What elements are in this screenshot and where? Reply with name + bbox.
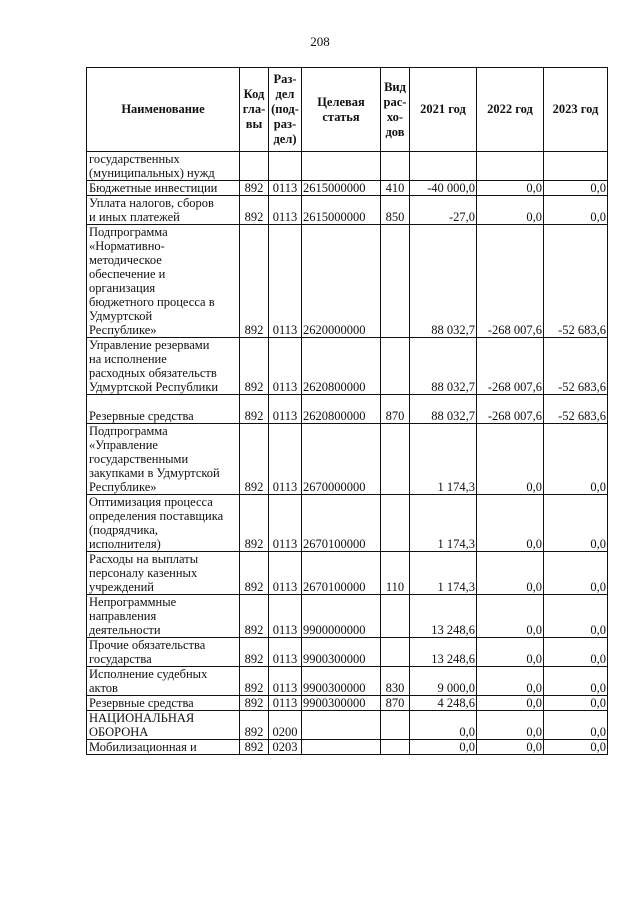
ministry-code: 892 (240, 424, 269, 495)
amount-2022 (477, 152, 544, 181)
amount-2021: 0,0 (410, 740, 477, 755)
ministry-code: 892 (240, 595, 269, 638)
amount-2021: -40 000,0 (410, 181, 477, 196)
header-year-2022: 2022 год (477, 68, 544, 152)
table-row (87, 181, 608, 196)
table-row (87, 552, 608, 595)
amount-2021: 88 032,7 (410, 225, 477, 338)
row-name: Подпрограмма «Управление государственными закупками в Удмуртской Республике» (87, 424, 240, 495)
section-code: 0200 (269, 711, 302, 740)
ministry-code: 892 (240, 638, 269, 667)
header-target-article: Целевая статья (302, 68, 381, 152)
row-name: государственных (муниципальных) нужд (87, 152, 240, 181)
expense-type: 870 (381, 395, 410, 424)
expense-type (381, 338, 410, 395)
row-name: Бюджетные инвестиции (87, 181, 240, 196)
amount-2023 (544, 152, 608, 181)
target-article: 2670000000 (302, 424, 381, 495)
target-article: 9900000000 (302, 595, 381, 638)
amount-2023: 0,0 (544, 595, 608, 638)
row-name: Резервные средства (87, 395, 240, 424)
amount-2023: 0,0 (544, 740, 608, 755)
section-code: 0113 (269, 196, 302, 225)
ministry-code (240, 152, 269, 181)
header-ministry-code: Код гла- вы (240, 68, 269, 152)
ministry-code: 892 (240, 338, 269, 395)
amount-2021 (410, 152, 477, 181)
expense-type (381, 152, 410, 181)
expense-type (381, 424, 410, 495)
amount-2023: 0,0 (544, 196, 608, 225)
amount-2022: 0,0 (477, 181, 544, 196)
amount-2023: 0,0 (544, 495, 608, 552)
section-code: 0203 (269, 740, 302, 755)
expense-type (381, 711, 410, 740)
target-article: 2620000000 (302, 225, 381, 338)
row-name: Расходы на выплаты персоналу казенных учреждений (87, 552, 240, 595)
target-article: 9900300000 (302, 638, 381, 667)
amount-2022: 0,0 (477, 638, 544, 667)
expense-type (381, 595, 410, 638)
amount-2023: 0,0 (544, 638, 608, 667)
table-row (87, 225, 608, 338)
table-body (87, 152, 608, 755)
header-name: Наименование (87, 68, 240, 152)
amount-2021: 13 248,6 (410, 638, 477, 667)
table-row (87, 595, 608, 638)
amount-2021: 4 248,6 (410, 696, 477, 711)
amount-2023: 0,0 (544, 667, 608, 696)
amount-2021: -27,0 (410, 196, 477, 225)
ministry-code: 892 (240, 181, 269, 196)
row-name: Резервные средства (87, 696, 240, 711)
section-code: 0113 (269, 424, 302, 495)
row-name: Прочие обязательства государства (87, 638, 240, 667)
ministry-code: 892 (240, 552, 269, 595)
expense-type: 410 (381, 181, 410, 196)
ministry-code: 892 (240, 667, 269, 696)
target-article: 2670100000 (302, 552, 381, 595)
section-code (269, 152, 302, 181)
table-row (87, 424, 608, 495)
header-row (87, 68, 608, 152)
section-code: 0113 (269, 638, 302, 667)
amount-2022: 0,0 (477, 595, 544, 638)
row-name: Исполнение судебных актов (87, 667, 240, 696)
expense-type: 850 (381, 196, 410, 225)
ministry-code: 892 (240, 395, 269, 424)
ministry-code: 892 (240, 196, 269, 225)
amount-2023: 0,0 (544, 181, 608, 196)
target-article: 2620800000 (302, 395, 381, 424)
section-code: 0113 (269, 181, 302, 196)
amount-2023: 0,0 (544, 424, 608, 495)
table-row (87, 638, 608, 667)
table-row (87, 395, 608, 424)
target-article (302, 152, 381, 181)
ministry-code: 892 (240, 495, 269, 552)
amount-2022: 0,0 (477, 711, 544, 740)
amount-2022: 0,0 (477, 552, 544, 595)
amount-2021: 1 174,3 (410, 552, 477, 595)
amount-2022: -268 007,6 (477, 338, 544, 395)
section-code: 0113 (269, 225, 302, 338)
amount-2021: 1 174,3 (410, 495, 477, 552)
row-name: Управление резервами на исполнение расходных обязательств Удмуртской Республики (87, 338, 240, 395)
page-number: 208 (310, 34, 330, 49)
target-article: 2615000000 (302, 196, 381, 225)
table-row (87, 152, 608, 181)
expense-type: 870 (381, 696, 410, 711)
amount-2021: 0,0 (410, 711, 477, 740)
expense-type (381, 225, 410, 338)
amount-2021: 9 000,0 (410, 667, 477, 696)
header-year-2023: 2023 год (544, 68, 608, 152)
amount-2021: 88 032,7 (410, 338, 477, 395)
expense-type (381, 740, 410, 755)
target-article: 2670100000 (302, 495, 381, 552)
row-name: Оптимизация процесса определения поставщика (подрядчика, исполнителя) (87, 495, 240, 552)
target-article: 9900300000 (302, 667, 381, 696)
table-row (87, 196, 608, 225)
section-code: 0113 (269, 338, 302, 395)
section-code: 0113 (269, 395, 302, 424)
ministry-code: 892 (240, 711, 269, 740)
row-name: Мобилизационная и (87, 740, 240, 755)
amount-2021: 13 248,6 (410, 595, 477, 638)
amount-2021: 88 032,7 (410, 395, 477, 424)
expense-type: 110 (381, 552, 410, 595)
table-row (87, 711, 608, 740)
expense-type (381, 638, 410, 667)
ministry-code: 892 (240, 225, 269, 338)
amount-2022: 0,0 (477, 696, 544, 711)
amount-2023: 0,0 (544, 552, 608, 595)
ministry-code: 892 (240, 696, 269, 711)
amount-2023: 0,0 (544, 711, 608, 740)
ministry-code: 892 (240, 740, 269, 755)
amount-2021: 1 174,3 (410, 424, 477, 495)
amount-2023: -52 683,6 (544, 338, 608, 395)
amount-2022: -268 007,6 (477, 225, 544, 338)
target-article: 2615000000 (302, 181, 381, 196)
section-code: 0113 (269, 667, 302, 696)
header-section-code: Раз- дел (под- раз- дел) (269, 68, 302, 152)
expense-type (381, 495, 410, 552)
amount-2023: -52 683,6 (544, 395, 608, 424)
target-article (302, 711, 381, 740)
header-year-2021: 2021 год (410, 68, 477, 152)
section-code: 0113 (269, 495, 302, 552)
expense-type: 830 (381, 667, 410, 696)
amount-2022: -268 007,6 (477, 395, 544, 424)
row-name: Подпрограмма «Нормативно- методическое обеспечение и организация бюджетного процесса в Удмуртской Республике» (87, 225, 240, 338)
target-article: 9900300000 (302, 696, 381, 711)
amount-2022: 0,0 (477, 667, 544, 696)
row-name: НАЦИОНАЛЬНАЯ ОБОРОНА (87, 711, 240, 740)
table-header (87, 68, 608, 152)
amount-2022: 0,0 (477, 424, 544, 495)
table-row (87, 740, 608, 755)
header-expense-type: Вид рас- хо- дов (381, 68, 410, 152)
budget-table (86, 67, 608, 755)
amount-2022: 0,0 (477, 740, 544, 755)
amount-2023: -52 683,6 (544, 225, 608, 338)
target-article: 2620800000 (302, 338, 381, 395)
amount-2022: 0,0 (477, 495, 544, 552)
table-row (87, 338, 608, 395)
table-row (87, 667, 608, 696)
section-code: 0113 (269, 595, 302, 638)
table-row (87, 495, 608, 552)
row-name: Уплата налогов, сборов и иных платежей (87, 196, 240, 225)
section-code: 0113 (269, 696, 302, 711)
amount-2023: 0,0 (544, 696, 608, 711)
section-code: 0113 (269, 552, 302, 595)
target-article (302, 740, 381, 755)
row-name: Непрограммные направления деятельности (87, 595, 240, 638)
table-row (87, 696, 608, 711)
amount-2022: 0,0 (477, 196, 544, 225)
